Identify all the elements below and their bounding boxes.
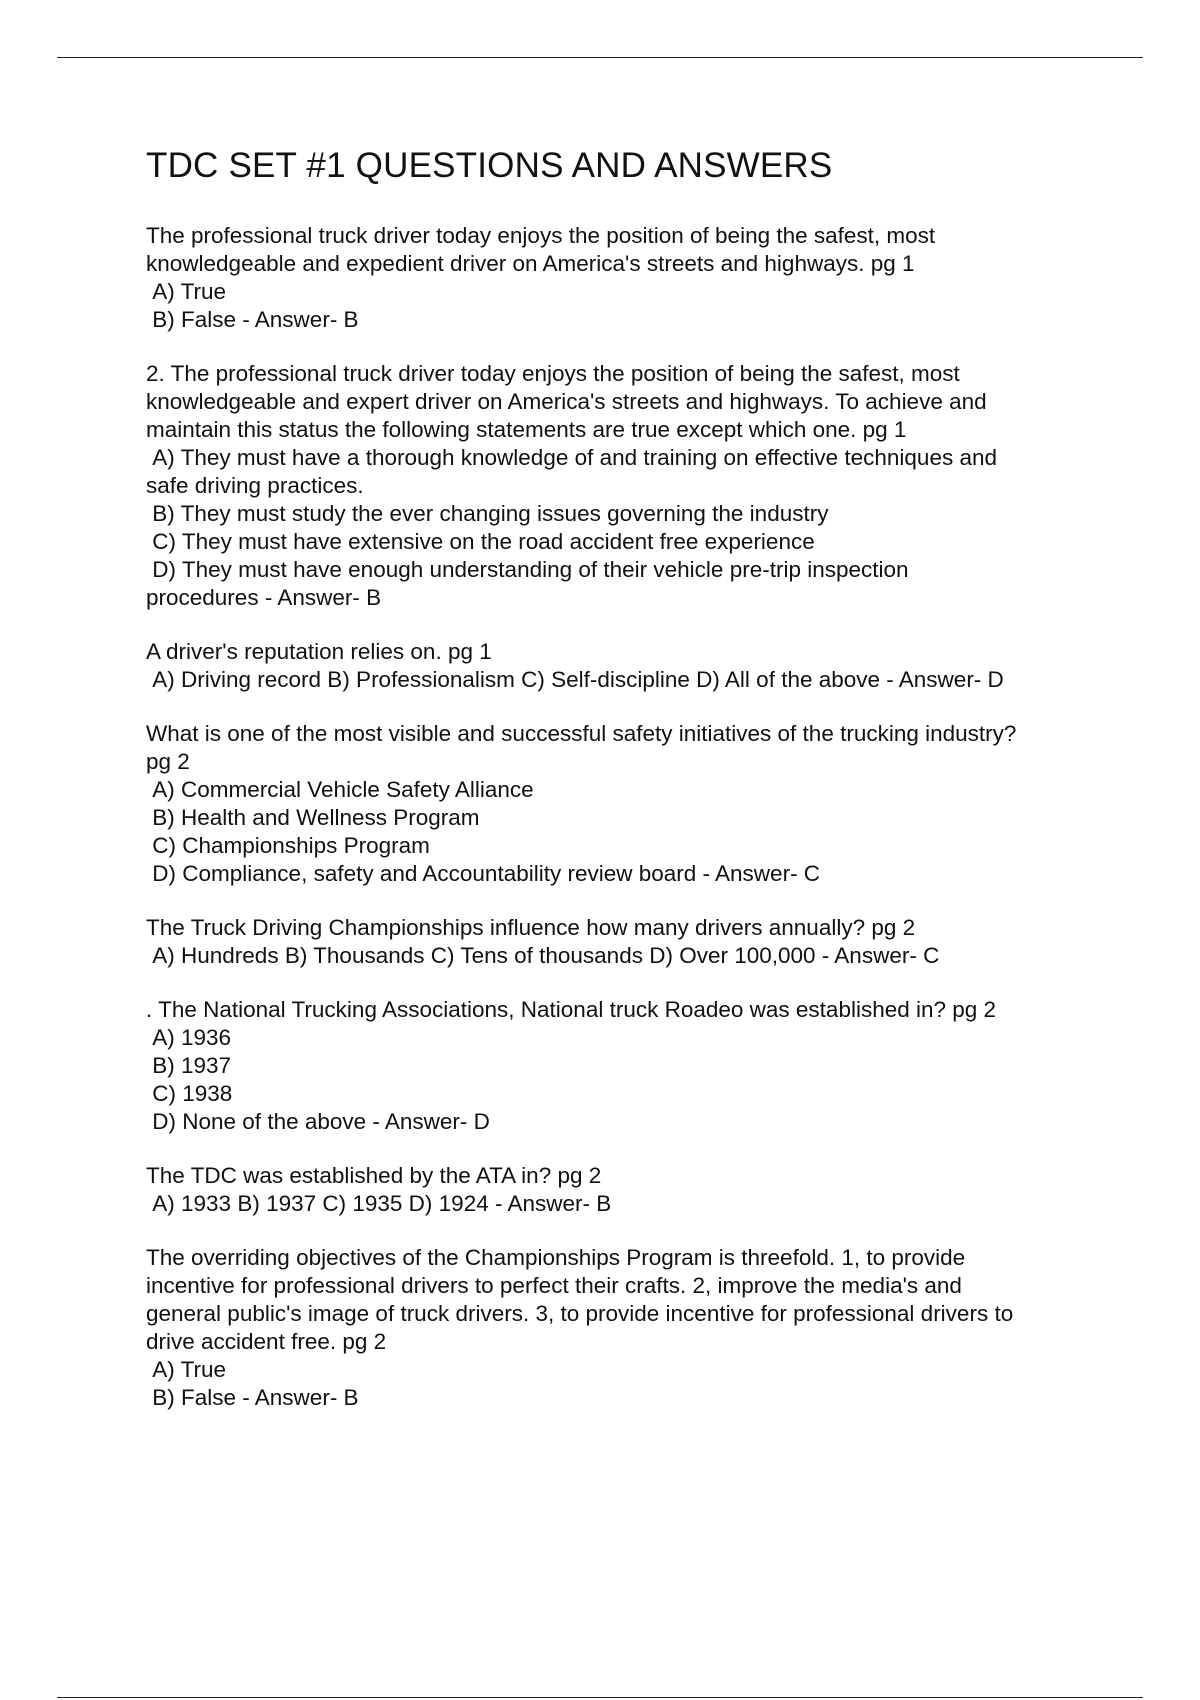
question-line: A) Driving record B) Professionalism C) Self-discipline D) All of the above - Answer- D	[146, 667, 1004, 692]
question-line: B) They must study the ever changing issues governing the industry	[146, 501, 829, 526]
question-line: The overriding objectives of the Championships Program is threefold. 1, to provide	[146, 1245, 966, 1270]
question-line: knowledgeable and expedient driver on America's streets and highways. pg 1	[146, 251, 915, 276]
question-line: A) 1936	[146, 1025, 232, 1050]
question-line: B) False - Answer- B	[146, 307, 359, 332]
question-line: What is one of the most visible and successful safety initiatives of the trucking industry?	[146, 721, 1017, 746]
bottom-rule	[57, 1697, 1143, 1698]
top-rule	[57, 57, 1143, 58]
question-line: general public's image of truck drivers. 3, to provide incentive for professional drivers to	[146, 1301, 1014, 1326]
question-block	[146, 914, 1106, 970]
question-line: maintain this status the following statements are true except which one. pg 1	[146, 417, 907, 442]
page-title: TDC SET #1 QUESTIONS AND ANSWERS	[146, 146, 833, 185]
question-line: A driver's reputation relies on. pg 1	[146, 639, 492, 664]
question-line: knowledgeable and expert driver on America's streets and highways. To achieve and	[146, 389, 987, 414]
qa-list	[146, 222, 1106, 1412]
question-line: C) They must have extensive on the road accident free experience	[146, 529, 815, 554]
question-line: C) 1938	[146, 1081, 233, 1106]
question-line: A) 1933 B) 1937 C) 1935 D) 1924 - Answer- B	[146, 1191, 612, 1216]
question-line: A) Hundreds B) Thousands C) Tens of thousands D) Over 100,000 - Answer- C	[146, 943, 940, 968]
question-block	[146, 638, 1106, 694]
question-line: pg 2	[146, 749, 190, 774]
question-block	[146, 996, 1106, 1136]
question-line: A) Commercial Vehicle Safety Alliance	[146, 777, 534, 802]
question-line: D) They must have enough understanding of their vehicle pre-trip inspection	[146, 557, 909, 582]
question-line: The professional truck driver today enjoys the position of being the safest, most	[146, 223, 936, 248]
question-block	[146, 1162, 1106, 1218]
question-line: drive accident free. pg 2	[146, 1329, 387, 1354]
question-line: B) Health and Wellness Program	[146, 805, 480, 830]
question-line: procedures - Answer- B	[146, 585, 382, 610]
question-line: A) They must have a thorough knowledge of and training on effective techniques and	[146, 445, 997, 470]
question-line: safe driving practices.	[146, 473, 364, 498]
question-line: B) False - Answer- B	[146, 1385, 359, 1410]
question-line: The Truck Driving Championships influence how many drivers annually? pg 2	[146, 915, 916, 940]
question-line: The TDC was established by the ATA in? pg 2	[146, 1163, 602, 1188]
page-content	[146, 140, 1106, 1438]
question-line: 2. The professional truck driver today enjoys the position of being the safest, most	[146, 361, 960, 386]
question-line: . The National Trucking Associations, National truck Roadeo was established in? pg 2	[146, 997, 997, 1022]
question-line: C) Championships Program	[146, 833, 430, 858]
question-line: A) True	[146, 279, 227, 304]
question-line: D) Compliance, safety and Accountability review board - Answer- C	[146, 861, 821, 886]
question-line: A) True	[146, 1357, 227, 1382]
question-line: B) 1937	[146, 1053, 232, 1078]
question-block	[146, 720, 1106, 888]
question-line: incentive for professional drivers to perfect their crafts. 2, improve the media's and	[146, 1273, 962, 1298]
question-line: D) None of the above - Answer- D	[146, 1109, 490, 1134]
question-block	[146, 222, 1106, 334]
question-block	[146, 1244, 1106, 1412]
question-block	[146, 360, 1106, 612]
